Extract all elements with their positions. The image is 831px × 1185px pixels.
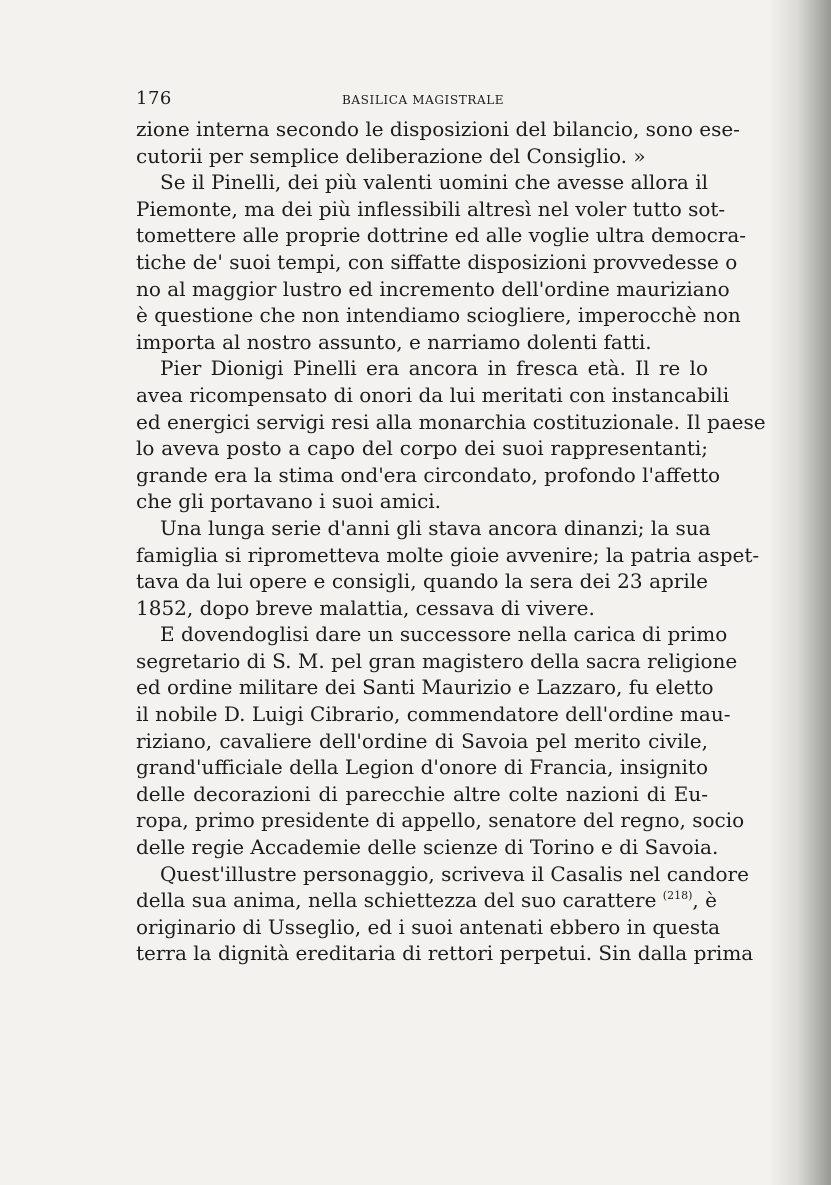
text-line: Se il Pinelli, dei più valenti uomini che avesse allora il (160, 170, 708, 195)
text-line: tava da lui opere e consigli, quando la sera dei 23 aprile (136, 569, 708, 594)
text-line: Piemonte, ma dei più inflessibili altresì nel voler tutto sot- (136, 196, 726, 221)
text-line: ed ordine militare dei Santi Maurizio e Lazzaro, fu eletto (136, 675, 714, 700)
text-line: lo aveva posto a capo del corpo dei suoi rappresentanti; (136, 436, 708, 461)
text-line: ropa, primo presidente di appello, senatore del regno, socio (136, 808, 745, 833)
text-line: Quest'illustre personaggio, scriveva il Casalis nel candore (160, 861, 749, 886)
footnote-reference: (218) (662, 889, 693, 903)
text-line: grand'ufficiale della Legion d'onore di Francia, insignito (136, 755, 708, 780)
page-edge-shadow (769, 0, 831, 1185)
text-line: importa al nostro assunto, e narriamo dolenti fatti. (136, 329, 652, 354)
text-line: famiglia si riprometteva molte gioie avvenire; la patria aspet- (136, 542, 760, 567)
text-line: il nobile D. Luigi Cibrario, commendatore dell'ordine mau- (136, 702, 731, 727)
text-line: ed energici servigi resi alla monarchia costituzionale. Il paese (136, 409, 766, 434)
book-page (136, 86, 766, 967)
text-line: terra la dignità ereditaria di rettori perpetui. Sin dalla prima (136, 941, 754, 966)
text-line: è questione che non intendiamo sciogliere, imperocchè non (136, 303, 741, 328)
text-line: avea ricompensato di onori da lui meritati con instancabili (136, 382, 730, 407)
running-title: BASILICA MAGISTRALE (342, 93, 505, 107)
text-line-segment: , è (692, 888, 717, 913)
text-line: originario di Usseglio, ed i suoi antenati ebbero in questa (136, 914, 721, 939)
text-line-segment: della sua anima, nella schiettezza del suo carattere (136, 888, 657, 913)
text-line: Una lunga serie d'anni gli stava ancora dinanzi; la sua (160, 515, 711, 540)
text-line: riziano, cavaliere dell'ordine di Savoia pel merito civile, (136, 728, 708, 753)
text-line: 1852, dopo breve malattia, cessava di vivere. (136, 595, 595, 620)
running-head (136, 86, 708, 116)
text-line: cutorii per semplice deliberazione del Consiglio. » (136, 143, 646, 168)
text-line-with-footnote (136, 887, 717, 914)
text-line: delle regie Accademie delle scienze di Torino e di Savoia. (136, 835, 719, 860)
text-line: che gli portavano i suoi amici. (136, 489, 442, 514)
text-line: tiche de' suoi tempi, con siffatte disposizioni provvedesse o (136, 249, 738, 274)
text-line: no al maggior lustro ed incremento dell'ordine mauriziano (136, 276, 730, 301)
text-line: E dovendoglisi dare un successore nella carica di primo (160, 622, 728, 647)
text-line: grande era la stima ond'era circondato, profondo l'affetto (136, 462, 721, 487)
text-line: delle decorazioni di parecchie altre colte nazioni di Eu- (136, 781, 708, 806)
text-line: zione interna secondo le disposizioni del bilancio, sono ese- (136, 117, 740, 141)
text-line: segretario di S. M. pel gran magistero della sacra religione (136, 648, 738, 673)
text-line: tomettere alle proprie dottrine ed alle voglie ultra democra- (136, 223, 747, 248)
body-text (136, 116, 766, 967)
page-number: 176 (136, 88, 172, 109)
text-line: Pier Dionigi Pinelli era ancora in fresca età. Il re lo (160, 356, 708, 381)
